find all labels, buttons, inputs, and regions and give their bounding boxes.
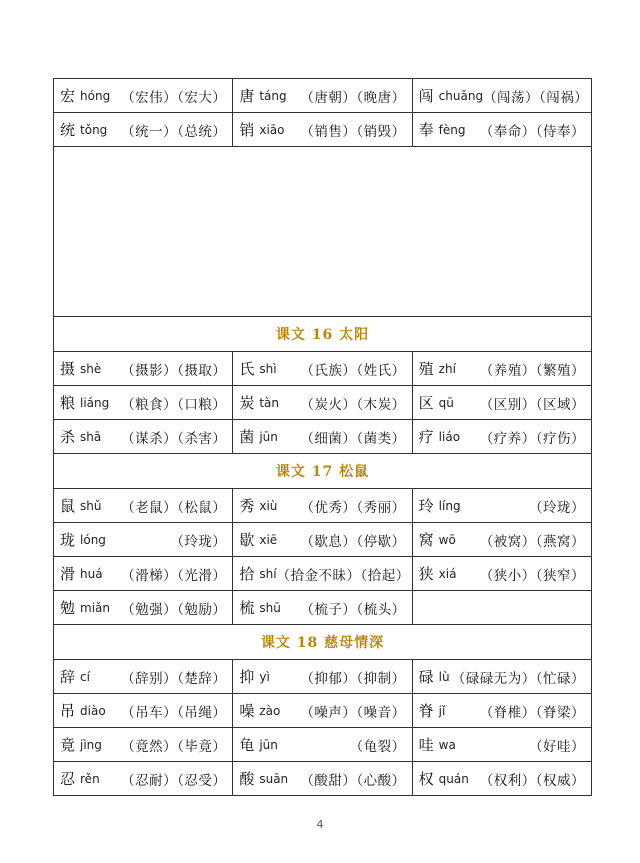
vocab-cell [54,420,232,453]
table-row [54,660,591,694]
vocab-cell [54,728,232,761]
vocab-cell [54,489,232,522]
vocab-character: 权 [418,770,434,788]
vocab-pinyin: qū [438,395,454,410]
vocab-character: 玲 [418,497,434,515]
vocab-pinyin: táng [259,88,287,103]
vocab-words: （粮食）（口粮） [121,396,227,413]
vocab-words: （养殖）（繁殖） [479,362,585,379]
vocab-pinyin: quán [438,771,469,786]
vocab-character: 哇 [418,736,434,754]
vocab-pinyin: zào [259,703,281,718]
vocab-pinyin: yì [259,669,270,684]
table-row [54,386,591,420]
vocab-words: （闯荡）（闯祸） [483,89,589,106]
vocab-character: 忍 [60,770,76,788]
vocab-pinyin: lù [438,669,450,684]
vocab-character: 龟 [239,736,255,754]
table-row [54,728,591,762]
vocab-words: （宏伟）（宏大） [121,89,227,106]
vocab-cell [412,762,591,795]
vocab-character: 鼠 [60,497,76,515]
vocab-cell [412,489,591,522]
vocab-words: （滑梯）（光滑） [121,567,227,584]
vocab-character: 统 [60,121,76,139]
vocab-cell [232,113,411,146]
vocab-pinyin: jūn [259,737,278,752]
vocab-words: （炭火）（木炭） [300,396,406,413]
table-row [54,420,591,454]
vocab-cell [412,523,591,556]
vocab-words: （唐朝）（晚唐） [300,89,406,106]
vocab-words: （狭小）（狭窄） [479,567,585,584]
vocab-pinyin: jūn [259,429,278,444]
vocab-words: （歇息）（停歇） [300,533,406,550]
vocab-cell [54,523,232,556]
vocab-character: 粮 [60,394,76,412]
vocab-character: 销 [239,121,255,139]
vocab-pinyin: chuǎng [438,88,484,103]
vocab-words: （脊椎）（脊梁） [479,704,585,721]
vocab-cell [54,660,232,693]
vocab-words: （统一）（总统） [121,123,227,140]
vocab-character: 滑 [60,565,76,583]
vocab-words: （梳子）（梳头） [300,601,406,618]
vocab-cell [232,420,411,453]
table-row [54,113,591,147]
vocab-character: 脊 [418,702,434,720]
blank-area [54,147,591,317]
vocab-character: 殖 [418,360,434,378]
vocab-words: （好哇） [528,738,585,755]
vocab-pinyin: zhí [438,361,456,376]
vocab-words: （酸甜）（心酸） [300,772,406,789]
vocab-pinyin: shā [80,429,102,444]
vocab-character: 珑 [60,531,76,549]
vocab-cell [54,694,232,727]
vocab-pinyin: xiù [259,498,278,513]
vocab-character: 辞 [60,668,76,686]
vocab-cell [232,762,411,795]
table-row [54,79,591,113]
vocab-cell [412,591,591,624]
vocab-character: 氏 [239,360,255,378]
vocab-character: 勉 [60,599,76,617]
vocab-words: （勉强）（勉励） [121,601,227,618]
vocab-words: （区别）（区域） [479,396,585,413]
vocab-cell [232,352,411,385]
vocab-pinyin: shū [259,600,281,615]
vocab-cell [412,557,591,590]
vocab-character: 噪 [239,702,255,720]
vocab-cell [232,557,411,590]
vocab-character: 狭 [418,565,434,583]
vocab-pinyin: shǔ [80,498,102,513]
vocab-cell [232,79,411,112]
vocab-character: 奉 [418,121,434,139]
vocab-character: 唐 [239,87,255,105]
table-row [54,694,591,728]
vocab-cell [412,386,591,419]
vocab-cell [54,352,232,385]
vocab-pinyin: tàn [259,395,280,410]
vocab-pinyin: líng [438,498,461,513]
vocab-pinyin: huá [80,566,103,581]
table-row [54,762,591,796]
table-row [54,591,591,625]
vocab-pinyin: xiē [259,532,278,547]
vocab-pinyin: wa [438,737,456,752]
vocab-cell [412,420,591,453]
vocab-pinyin: lóng [80,532,106,547]
vocab-words: （竟然）（毕竟） [121,738,227,755]
vocab-words: （碌碌无为）（忙碌） [451,670,585,687]
vocab-cell [54,557,232,590]
vocab-cell [232,489,411,522]
vocab-words: （玲珑） [170,533,227,550]
vocab-words: （优秀）（秀丽） [300,499,406,516]
vocab-character: 区 [418,394,434,412]
vocab-pinyin: hóng [80,88,111,103]
vocab-cell [232,694,411,727]
vocab-words: （谋杀）（杀害） [121,430,227,447]
vocab-words: （奉命）（侍奉） [479,123,585,140]
vocab-words: （老鼠）（松鼠） [121,499,227,516]
vocab-cell [232,386,411,419]
vocab-pinyin: cí [80,669,90,684]
table-row [54,523,591,557]
vocab-words: （被窝）（燕窝） [479,533,585,550]
vocab-pinyin: liáo [438,429,461,444]
vocabulary-table [53,78,592,796]
vocab-character: 酸 [239,770,255,788]
vocab-words: （抑郁）（抑制） [300,670,406,687]
vocab-pinyin: liáng [80,395,110,410]
vocab-pinyin: miǎn [80,600,110,615]
vocab-words: （拾金不昧）（拾起） [276,567,410,584]
vocab-character: 竟 [60,736,76,754]
vocab-cell [232,728,411,761]
vocab-character: 窝 [418,531,434,549]
vocab-character: 杀 [60,428,76,446]
vocab-pinyin: xiá [438,566,457,581]
vocab-cell [412,694,591,727]
vocab-character: 宏 [60,87,76,105]
vocab-cell [412,352,591,385]
vocab-character: 闯 [418,87,434,105]
vocab-words: （吊车）（吊绳） [121,704,227,721]
vocab-cell [54,591,232,624]
vocab-words: （疗养）（疗伤） [479,430,585,447]
vocab-character: 炭 [239,394,255,412]
vocab-character: 秀 [239,497,255,515]
vocab-pinyin: rěn [80,771,100,786]
vocab-cell [54,79,232,112]
vocab-cell [232,591,411,624]
vocab-words: （细菌）（菌类） [300,430,406,447]
vocab-cell [54,762,232,795]
vocab-words: （龟裂） [349,738,406,755]
vocab-words: （玲珑） [528,499,585,516]
vocab-cell [54,113,232,146]
vocab-character: 疗 [418,428,434,446]
vocab-pinyin: jǐ [438,703,446,718]
vocab-pinyin: wō [438,532,456,547]
vocab-pinyin: suān [259,771,289,786]
vocab-character: 梳 [239,599,255,617]
vocab-character: 碌 [418,668,434,686]
vocab-pinyin: shì [259,361,277,376]
vocab-character: 歇 [239,531,255,549]
vocab-pinyin: fèng [438,122,466,137]
vocab-pinyin: shí [259,566,277,581]
vocab-character: 菌 [239,428,255,446]
vocab-cell [232,523,411,556]
vocab-words: （辞别）（楚辞） [121,670,227,687]
vocab-character: 抑 [239,668,255,686]
vocab-words: （噪声）（噪音） [300,704,406,721]
table-row [54,489,591,523]
vocab-cell [412,113,591,146]
vocab-cell [412,660,591,693]
vocab-words: （权利）（权威） [479,772,585,789]
lesson-heading: 课文 17 松鼠 [54,454,591,489]
vocab-cell [232,660,411,693]
lesson-heading: 课文 16 太阳 [54,317,591,352]
vocab-words: （销售）（销毁） [300,123,406,140]
vocab-pinyin: diào [80,703,106,718]
page-number: 4 [316,818,324,831]
table-row [54,557,591,591]
vocab-character: 吊 [60,702,76,720]
table-row [54,352,591,386]
vocab-cell [412,728,591,761]
vocab-words: （氏族）（姓氏） [300,362,406,379]
vocab-character: 摄 [60,360,76,378]
vocab-cell [412,79,591,112]
vocab-pinyin: jìng [80,737,102,752]
vocab-pinyin: tǒng [80,122,108,137]
vocab-cell [54,386,232,419]
vocab-words: （忍耐）（忍受） [121,772,227,789]
vocab-words: （摄影）（摄取） [121,362,227,379]
lesson-heading: 课文 18 慈母情深 [54,625,591,660]
vocab-character: 拾 [239,565,255,583]
vocab-pinyin: xiāo [259,122,285,137]
vocab-pinyin: shè [80,361,102,376]
